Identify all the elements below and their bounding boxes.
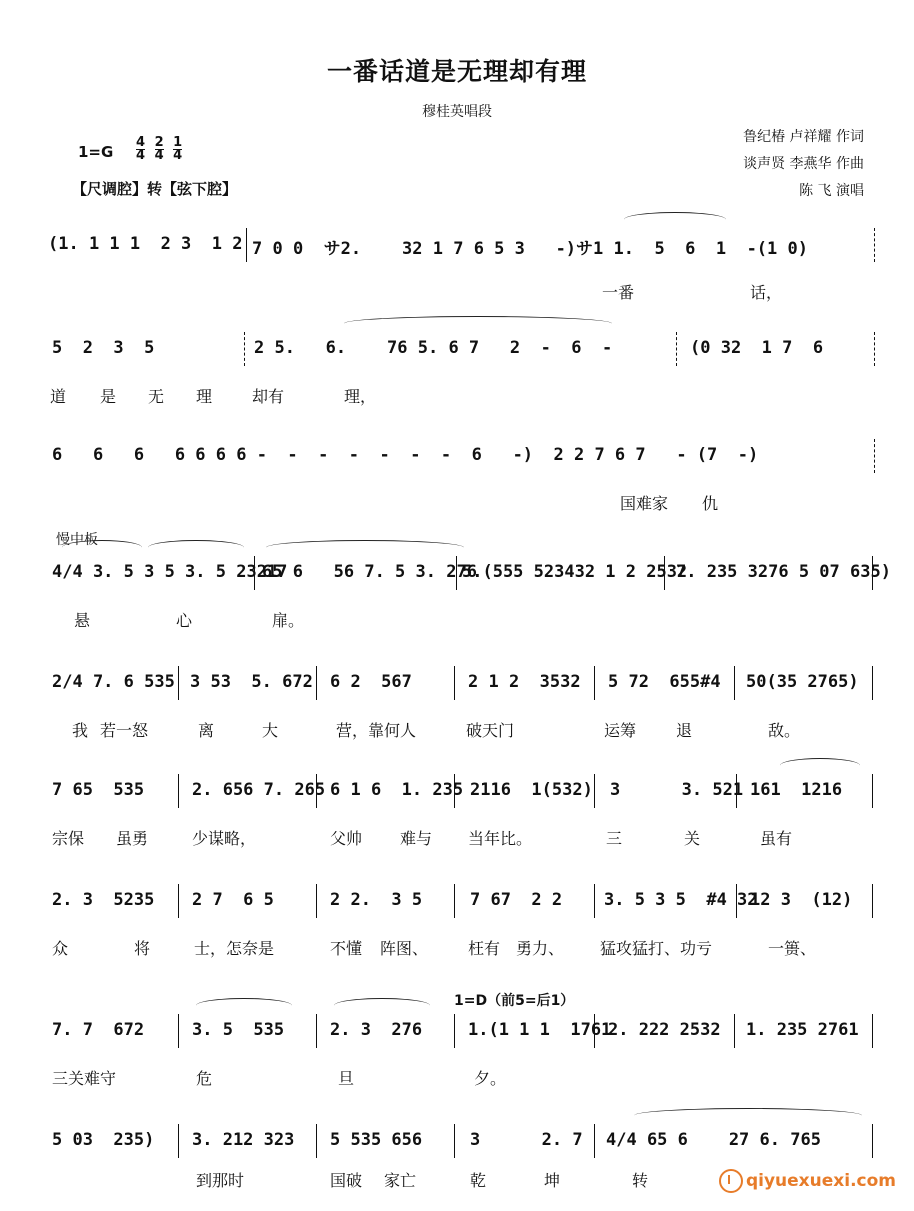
lyric: 大 [262,721,279,740]
barline [454,884,455,918]
notation-segment: 2. 3 5235 [52,890,155,910]
barline [456,556,457,590]
lyric: 悬 [74,611,91,630]
lyric: 若一怒 [100,721,149,740]
notation-segment: 3. 5 535 [192,1020,285,1040]
barline [316,884,317,918]
lyric: 枉有 [468,939,501,958]
lyric: 道 [50,387,67,406]
meter-4-4: $\frac{4}{4}$ [136,135,146,163]
barline [316,666,317,700]
lyric: 理， [344,387,377,406]
lyric: 是 [100,387,117,406]
lyric: 却有 [252,387,285,406]
music-note-logo-icon [719,1169,743,1193]
lyric: 猛攻猛打、功亏 [600,939,713,958]
slur [344,316,612,331]
lyric: 关 [684,829,701,848]
key-change-marking: 1=D（前5=后1） [454,993,575,1009]
lyric: 我 [72,721,89,740]
barline [454,666,455,700]
lyric: 父帅 [330,829,363,848]
lyric: 乾 [470,1171,487,1190]
barline [736,884,737,918]
barline [874,332,875,366]
barline [872,1124,873,1158]
barline [316,1014,317,1048]
barline [178,884,179,918]
notation-segment: 2116 1(532) [470,780,593,800]
barline [676,332,677,366]
watermark-text: qiyuexuexi.com [745,1171,896,1191]
lyric: 不懂 [330,939,363,958]
barline [178,666,179,700]
notation-segment: 50(35 2765) [746,672,859,692]
notation-segment: 2 2. 3 5 [330,890,423,910]
credits [743,124,864,205]
notation-segment: 2 5. 6. 76 5. 6 7 2 - 6 - [254,338,613,358]
notation-segment: 7 65 535 [52,780,145,800]
notation-segment: 7. 235 3276 5 07 635) [676,562,891,582]
barline [178,774,179,808]
lyric: 破天门 [466,721,515,740]
barline [316,774,317,808]
meter-1-4: $\frac{1}{4}$ [173,135,183,163]
lyric: 一番 [602,283,635,302]
notation-segment: 7. 7 672 [52,1020,145,1040]
lyric: 虽勇 [116,829,149,848]
lyric: 危 [196,1069,213,1088]
lyric: 扉。 [272,611,305,630]
lyric: 离 [198,721,215,740]
notation-segment: 2/4 7. 6 535 [52,672,175,692]
barline [874,228,875,262]
lyric: 一篑、 [768,939,817,958]
notation-segment: 1.(1 1 1 1761 [468,1020,612,1040]
notation-segment: 2 1 2 3532 [468,672,581,692]
lyric: 运筹 [604,721,637,740]
barline [594,774,595,808]
lyric: 理 [196,387,213,406]
lyric: 阵图、 [380,939,429,958]
notation-segment: 2. 222 2532 [608,1020,721,1040]
slur [196,998,292,1013]
barline [736,774,737,808]
notation-segment: 161 1216 [750,780,843,800]
notation-segment: (0 32 1 7 6 [690,338,824,358]
lyric: 无 [148,387,165,406]
lyric: 心 [176,611,193,630]
notation-segment: 2. 3 276 [330,1020,423,1040]
lyric: 国破 [330,1171,363,1190]
notation-segment: 5 03 235) [52,1130,155,1150]
barline [594,666,595,700]
barline [872,556,873,590]
barline [872,884,873,918]
notation-segment: 4/4 65 6 27 6. 765 [606,1130,821,1150]
slur [624,212,726,227]
key-signature: 1=G [78,143,114,161]
lyric: 难与 [400,829,433,848]
credit-singer: 陈 飞 演唱 [799,183,864,199]
notation-segment: 3 2. 7 [470,1130,583,1150]
lyric: 仇 [702,494,719,513]
credit-lyricist: 鲁纪椿 卢祥耀 作词 [743,129,864,145]
barline [254,556,255,590]
site-watermark [719,1169,896,1193]
lyric: 将 [134,939,151,958]
barline [872,774,873,808]
lyric: 众 [52,939,69,958]
notation-segment: 1. 235 2761 [746,1020,859,1040]
lyric: 转 [632,1171,649,1190]
barline [178,1014,179,1048]
notation-segment: (1. 1 1 1 2 3 1 2 [48,234,243,254]
notation-segment: 6 6 6 6 6 6 6 - - - - - - - 6 -) 2 2 7 6 7 - (7 -) [52,445,759,465]
notation-segment: 3. 5 3 5 #4 32 [604,890,758,910]
lyric: 敌。 [768,721,801,740]
barline [594,884,595,918]
barline [316,1124,317,1158]
meter-2-4: $\frac{2}{4}$ [154,135,164,163]
credit-composer: 谈声贤 李燕华 作曲 [743,156,864,172]
barline [874,439,875,473]
notation-segment: 3. 212 323 [192,1130,295,1150]
barline [454,774,455,808]
notation-segment: 5 2 3 5 [52,338,155,358]
barline [872,1014,873,1048]
barline [664,556,665,590]
slur [266,540,464,555]
notation-segment: 5.(555 523432 1 2 2532 [462,562,688,582]
notation-segment: 2 7 6 5 [192,890,274,910]
notation-segment: 12 3 (12) [750,890,853,910]
lyric: 到那时 [196,1171,245,1190]
notation-segment: 65 6 56 7. 5 3. 276 [262,562,477,582]
lyric: 营，靠何人 [336,721,417,740]
notation-segment: 6 2 567 [330,672,412,692]
time-signatures [136,137,187,162]
notation-segment: 5 72 655#4 [608,672,721,692]
slur [634,1108,862,1123]
song-title: 一番话道是无理却有理 [326,57,587,86]
barline [454,1124,455,1158]
notation-segment: 7 67 2 2 [470,890,563,910]
tempo-marking: 慢中板 [56,532,98,548]
notation-segment: 4/4 3. 5 3 5 3. 5 23217 [52,562,288,582]
lyric: 宗保 [52,829,85,848]
lyric: 当年比。 [468,829,533,848]
song-subtitle: 穆桂英唱段 [422,104,492,120]
notation-segment: 5 535 656 [330,1130,423,1150]
slur [780,758,860,773]
barline [178,1124,179,1158]
slur [148,540,244,555]
lyric: 少谋略， [192,829,257,848]
lyric: 虽有 [760,829,793,848]
barline [734,666,735,700]
mode-marking: 【尺调腔】转【弦下腔】 [72,180,238,198]
notation-segment: 2. 656 7. 265 [192,780,326,800]
slur [62,540,142,555]
notation-segment: 6 1 6 1. 235 [330,780,464,800]
barline [594,1124,595,1158]
lyric: 士，怎奈是 [194,939,275,958]
barline [594,1014,595,1048]
lyric: 退 [676,721,693,740]
notation-segment: 3 53 5. 672 [190,672,313,692]
lyric: 三关难守 [52,1069,117,1088]
barline [454,1014,455,1048]
lyric: 坤 [544,1171,561,1190]
lyric: 夕。 [474,1069,507,1088]
lyric: 勇力、 [516,939,565,958]
slur [334,998,430,1013]
lyric: 旦 [338,1069,355,1088]
lyric: 话， [750,283,783,302]
barline [246,228,247,262]
barline [872,666,873,700]
notation-segment: 7 0 0 サ2. 32 1 7 6 5 3 -)サ1 1. 5 6 1 -(1 0) [252,239,808,259]
lyric: 国难家 [620,494,669,513]
lyric: 三 [606,829,623,848]
notation-segment: 3 3. 521 [610,780,744,800]
barline [244,332,245,366]
lyric: 家亡 [384,1171,417,1190]
barline [734,1014,735,1048]
